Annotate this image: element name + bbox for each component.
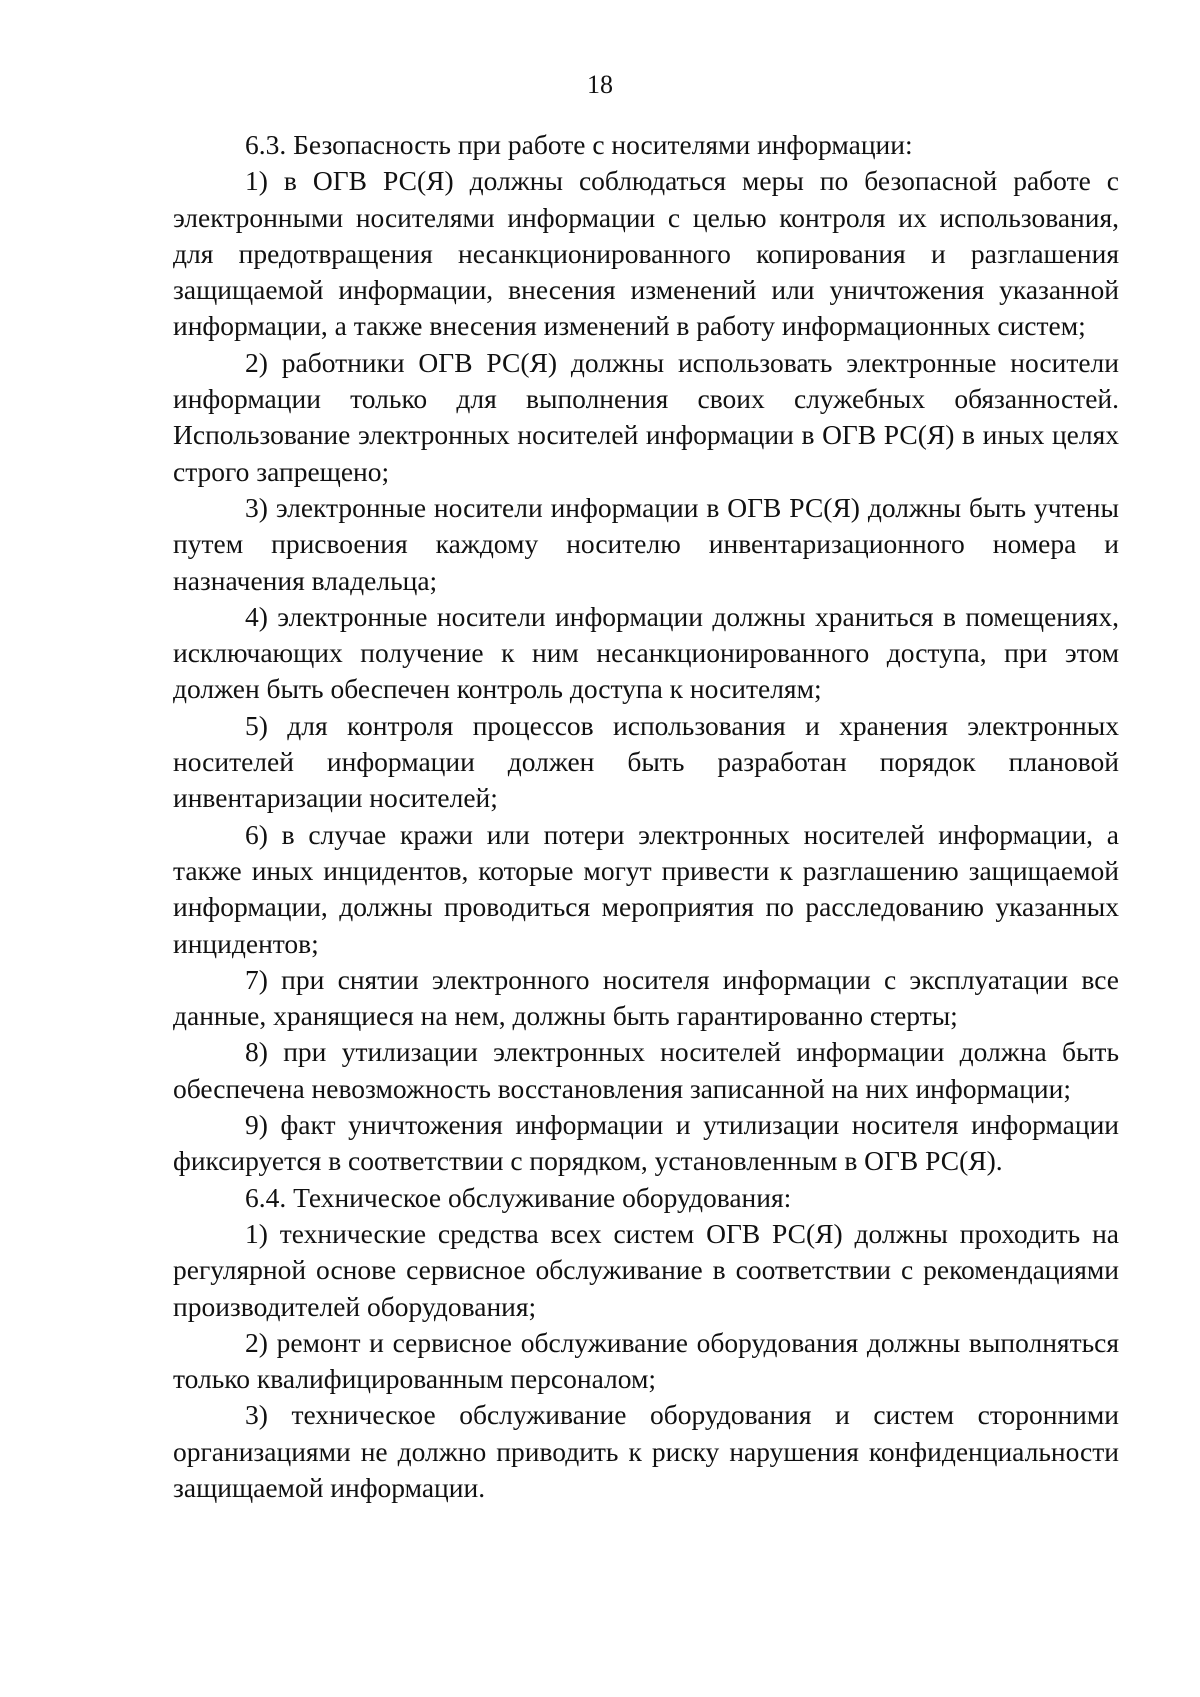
paragraph-6-3-item-3: 3) электронные носители информации в ОГВ РС(Я) должны быть учтены путем присвоения каждому носителю инвентаризационного номера и назначения владельца; xyxy=(173,491,1119,596)
paragraph-6-4-item-1: 1) технические средства всех систем ОГВ РС(Я) должны проходить на регулярной основе сервисное обслуживание в соответствии с рекомендациями производителей оборудования; xyxy=(173,1217,1119,1322)
section-heading-6-4: 6.4. Техническое обслуживание оборудования: xyxy=(245,1181,792,1213)
paragraph-6-3-item-5: 5) для контроля процессов использования и хранения электронных носителей информации должен быть разработан порядок плановой инвентаризации носителей; xyxy=(173,709,1119,814)
paragraph-6-4-item-2: 2) ремонт и сервисное обслуживание оборудования должны выполняться только квалифицированным персоналом; xyxy=(173,1326,1119,1395)
paragraph-6-3-item-4: 4) электронные носители информации должны храниться в помещениях, исключающих получение к ним несанкционированного доступа, при этом должен быть обеспечен контроль доступа к носителям; xyxy=(173,600,1119,705)
paragraph-6-3-item-2: 2) работники ОГВ РС(Я) должны использовать электронные носители информации только для выполнения своих служебных обязанностей. Использование электронных носителей информации в ОГВ РС(Я) в иных целях строго запрещено; xyxy=(173,346,1119,487)
document-body xyxy=(173,127,1119,1506)
section-heading-6-3: 6.3. Безопасность при работе с носителями информации: xyxy=(245,129,913,160)
paragraph-6-3-item-6: 6) в случае кражи или потери электронных носителей информации, а также иных инцидентов, которые могут привести к разглашению защищаемой информации, должны проводиться мероприятия по расследованию указанных инцидентов; xyxy=(173,818,1119,959)
paragraph-6-4-item-3: 3) техническое обслуживание оборудования и систем сторонними организациями не должно приводить к риску нарушения конфиденциальности защищаемой информации. xyxy=(173,1399,1119,1503)
paragraph-6-3-item-7: 7) при снятии электронного носителя информации с эксплуатации все данные, хранящиеся на нем, должны быть гарантированно стерты; xyxy=(173,963,1119,1032)
paragraph-6-3-item-1: 1) в ОГВ РС(Я) должны соблюдаться меры по безопасной работе с электронными носителями информации с целью контроля их использования, для предотвращения несанкционированного копирования и разглашения защищаемой информации, внесения изменений или уничтожения указанной информации, а также внесения изменений в работу информационных систем; xyxy=(173,165,1119,342)
paragraph-6-3-item-9: 9) факт уничтожения информации и утилизации носителя информации фиксируется в соответствии с порядком, установленным в ОГВ РС(Я). xyxy=(173,1109,1119,1177)
page-number: 18 xyxy=(587,70,613,99)
paragraph-6-3-item-8: 8) при утилизации электронных носителей информации должна быть обеспечена невозможность восстановления записанной на них информации; xyxy=(173,1036,1119,1104)
